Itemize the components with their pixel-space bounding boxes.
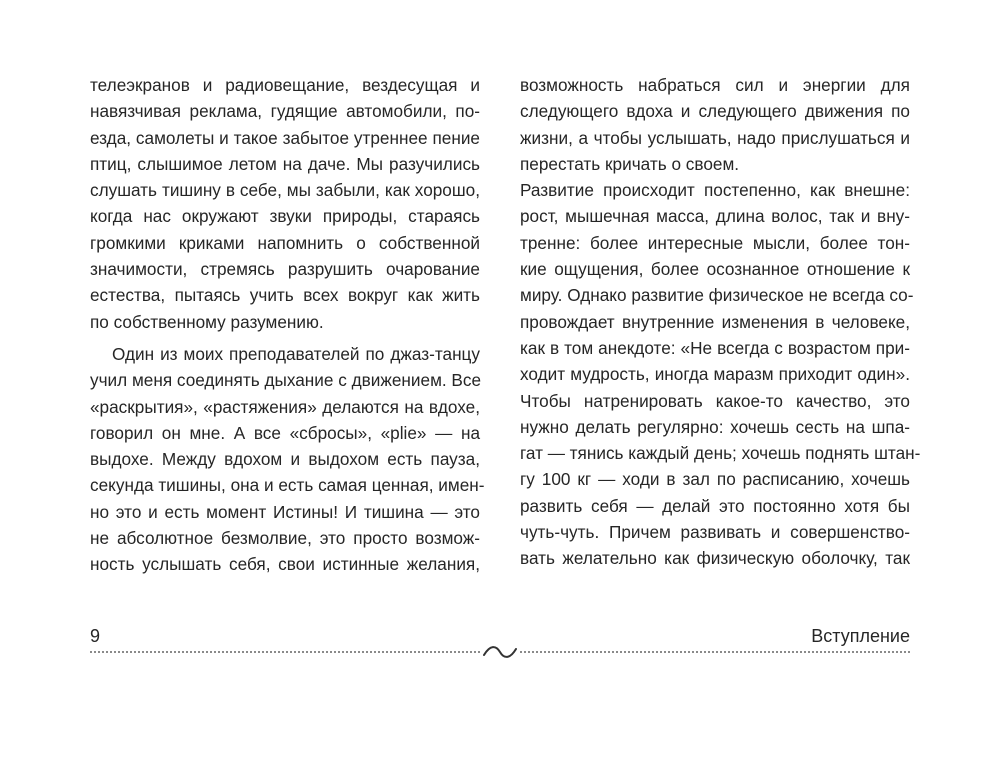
text-line: езда, самолеты и такое забытое утреннее пение: [90, 127, 480, 148]
text-line: жизни, а чтобы услышать, надо прислушаться и: [520, 127, 910, 148]
page-footer: [90, 624, 910, 664]
section-title: Вступление: [811, 626, 910, 646]
text-line: но это и есть момент Истины! И тишина — это: [90, 501, 480, 522]
text-line: гат — тянись каждый день; хочешь поднять штан-: [520, 443, 921, 464]
text-line: выдохе. Между вдохом и выдохом есть пауза,: [90, 449, 480, 470]
left-column: [90, 72, 485, 578]
footer-divider-right: [520, 651, 910, 653]
page-number: 9: [90, 626, 101, 646]
right-paragraph-2: [520, 177, 921, 571]
text-line: гу 100 кг — ходи в зал по расписанию, хочешь: [520, 469, 910, 490]
text-line: вать желательно как физическую оболочку, так: [520, 548, 910, 569]
text-line: естества, пытаясь учить всех вокруг как жить: [90, 285, 480, 306]
text-line: развить себя — делай это постоянно хотя бы: [520, 495, 910, 516]
text-line: «раскрытия», «растяжения» делаются на вдохе,: [90, 396, 480, 417]
text-line: следующего вдоха и следующего движения по: [520, 101, 910, 122]
left-paragraph-2: [90, 341, 485, 578]
text-line: ходит мудрость, иногда маразм приходит один».: [520, 364, 910, 385]
text-line: не абсолютное безмолвие, это просто возмож-: [90, 528, 480, 549]
text-line: говорил он мне. А все «сбросы», «plie» — на: [90, 422, 480, 443]
text-line: рост, мышечная масса, длина волос, так и вну-: [520, 206, 910, 227]
text-line: Развитие происходит постепенно, как внешне:: [520, 180, 910, 201]
left-paragraph-1: [90, 72, 480, 335]
text-line: чуть-чуть. Причем развивать и совершенство-: [520, 522, 910, 543]
text-line: секунда тишины, она и есть самая ценная, имен-: [90, 475, 485, 496]
text-line: когда нас окружают звуки природы, стараясь: [90, 206, 480, 227]
text-line: возможность набраться сил и энергии для: [520, 75, 910, 95]
text-line: провождает внутренние изменения в человеке,: [520, 311, 910, 332]
text-line: как в том анекдоте: «Не всегда с возрастом при-: [520, 337, 910, 358]
text-line: кие ощущения, более осознанное отношение к: [520, 259, 910, 280]
text-line: Один из моих преподавателей по джаз-танцу: [112, 343, 480, 364]
text-line: птиц, слышимое летом на даче. Мы разучились: [90, 153, 480, 174]
footer-divider-left: [90, 651, 480, 653]
tilde-ornament-icon: [481, 642, 519, 662]
text-line: перестать кричать о своем.: [520, 153, 740, 174]
right-paragraph-1: [520, 72, 910, 177]
text-line: громкими криками напомнить о собственной: [90, 232, 480, 253]
text-line: учил меня соединять дыхание с движением. Все: [90, 370, 482, 391]
right-column: [520, 72, 921, 572]
text-line: ность услышать себя, свои истинные желания,: [90, 554, 480, 575]
text-line: тренне: более интересные мысли, более тон-: [520, 232, 910, 253]
text-line: навязчивая реклама, гудящие автомобили, по-: [90, 101, 480, 122]
text-line: слушать тишину в себе, мы забыли, как хорошо,: [90, 180, 480, 201]
text-line: телеэкранов и радиовещание, вездесущая и: [90, 75, 480, 95]
text-line: миру. Однако развитие физическое не всегда со-: [520, 285, 914, 306]
text-line: значимости, стремясь разрушить очарование: [90, 259, 480, 280]
text-line: по собственному разумению.: [90, 311, 324, 332]
text-line: нужно делать регулярно: хочешь сесть на шпа-: [520, 416, 910, 437]
text-line: Чтобы натренировать какое-то качество, это: [520, 390, 910, 411]
